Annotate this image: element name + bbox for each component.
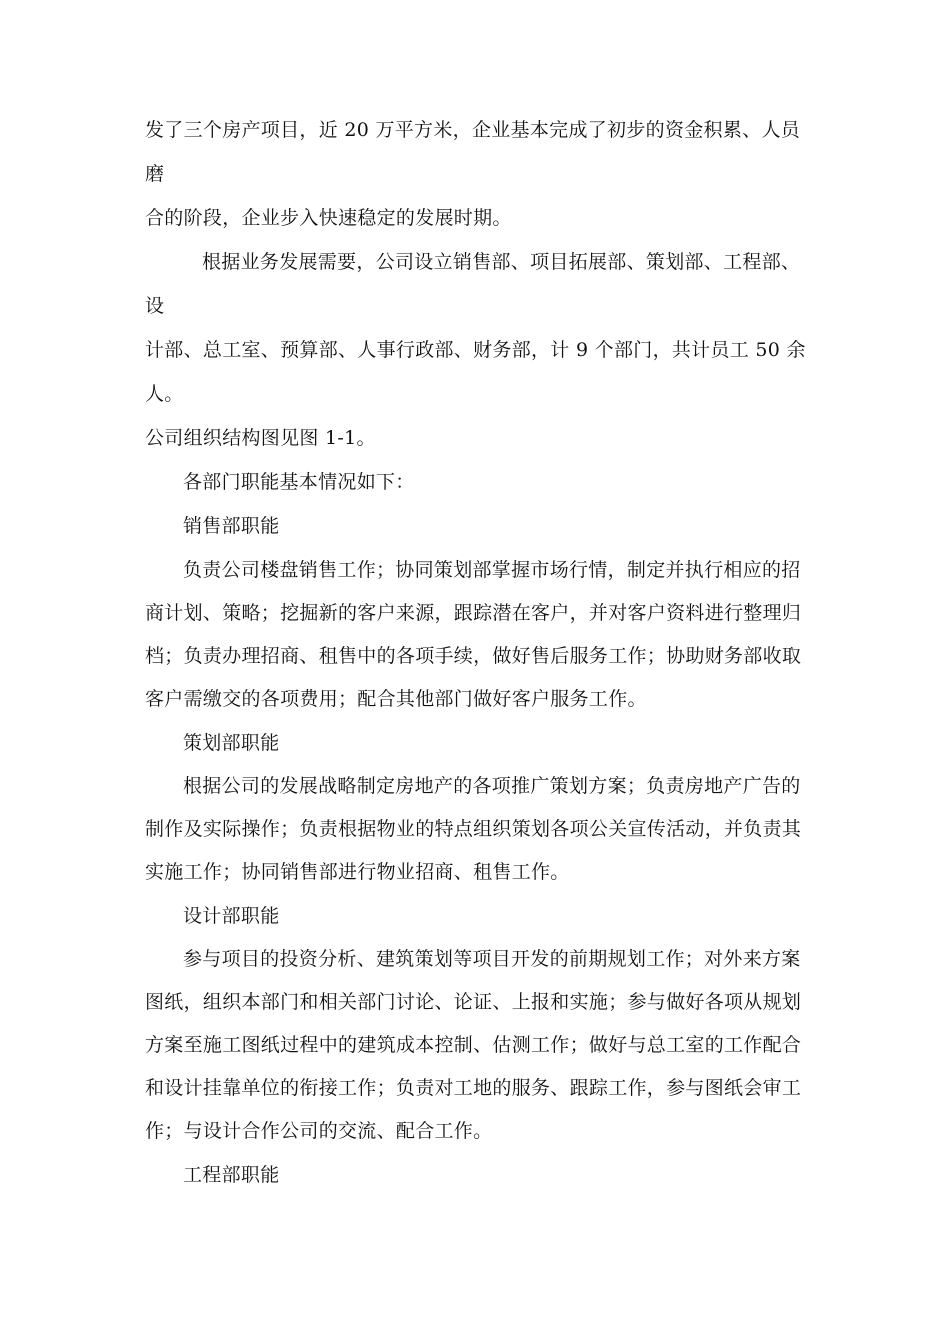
- section-heading-planning: 策划部职能: [183, 732, 280, 754]
- paragraph-first-line: 负责公司楼盘销售工作；协同策划部掌握市场行情，制定并执行相应的招: [183, 559, 801, 581]
- text-line: 商计划、策略；挖掘新的客户来源，跟踪潜在客户，并对客户资料进行整理归: [145, 602, 802, 624]
- text-line: 设: [145, 295, 165, 317]
- section-heading-engineering: 工程部职能: [183, 1164, 280, 1186]
- text-line: 图纸，组织本部门和相关部门讨论、论证、上报和实施；参与做好各项从规划: [145, 991, 802, 1013]
- text-line: 和设计挂靠单位的衔接工作；负责对工地的服务、跟踪工作，参与图纸会审工: [145, 1077, 802, 1099]
- text-line: 发了三个房产项目，近 20 万平方米，企业基本完成了初步的资金积累、人员: [145, 119, 801, 141]
- text-line: 公司组织结构图见图 1-1。: [145, 427, 376, 449]
- section-heading-design: 设计部职能: [183, 905, 280, 927]
- text-line: 作；与设计合作公司的交流、配合工作。: [145, 1120, 493, 1142]
- paragraph-first-line: 根据公司的发展战略制定房地产的各项推广策划方案；负责房地产广告的: [183, 775, 801, 797]
- text-line: 合的阶段，企业步入快速稳定的发展时期。: [145, 207, 512, 229]
- text-line: 档；负责办理招商、租售中的各项手续，做好售后服务工作；协助财务部收取: [145, 645, 802, 667]
- text-line: 人。: [145, 383, 184, 405]
- text-line: 磨: [145, 163, 165, 185]
- paragraph-first-line: 根据业务发展需要，公司设立销售部、项目拓展部、策划部、工程部、: [202, 251, 801, 273]
- paragraph-first-line: 各部门职能基本情况如下：: [183, 471, 415, 493]
- text-line: 客户需缴交的各项费用；配合其他部门做好客户服务工作。: [145, 688, 647, 710]
- text-line: 计部、总工室、预算部、人事行政部、财务部，计 9 个部门，共计员工 50 余: [145, 339, 806, 361]
- text-line: 制作及实际操作；负责根据物业的特点组织策划各项公关宣传活动，并负责其: [145, 818, 802, 840]
- paragraph-first-line: 参与项目的投资分析、建筑策划等项目开发的前期规划工作；对外来方案: [183, 948, 801, 970]
- text-line: 方案至施工图纸过程中的建筑成本控制、估测工作；做好与总工室的工作配合: [145, 1034, 802, 1056]
- text-line: 实施工作；协同销售部进行物业招商、租售工作。: [145, 861, 570, 883]
- section-heading-sales: 销售部职能: [183, 515, 280, 537]
